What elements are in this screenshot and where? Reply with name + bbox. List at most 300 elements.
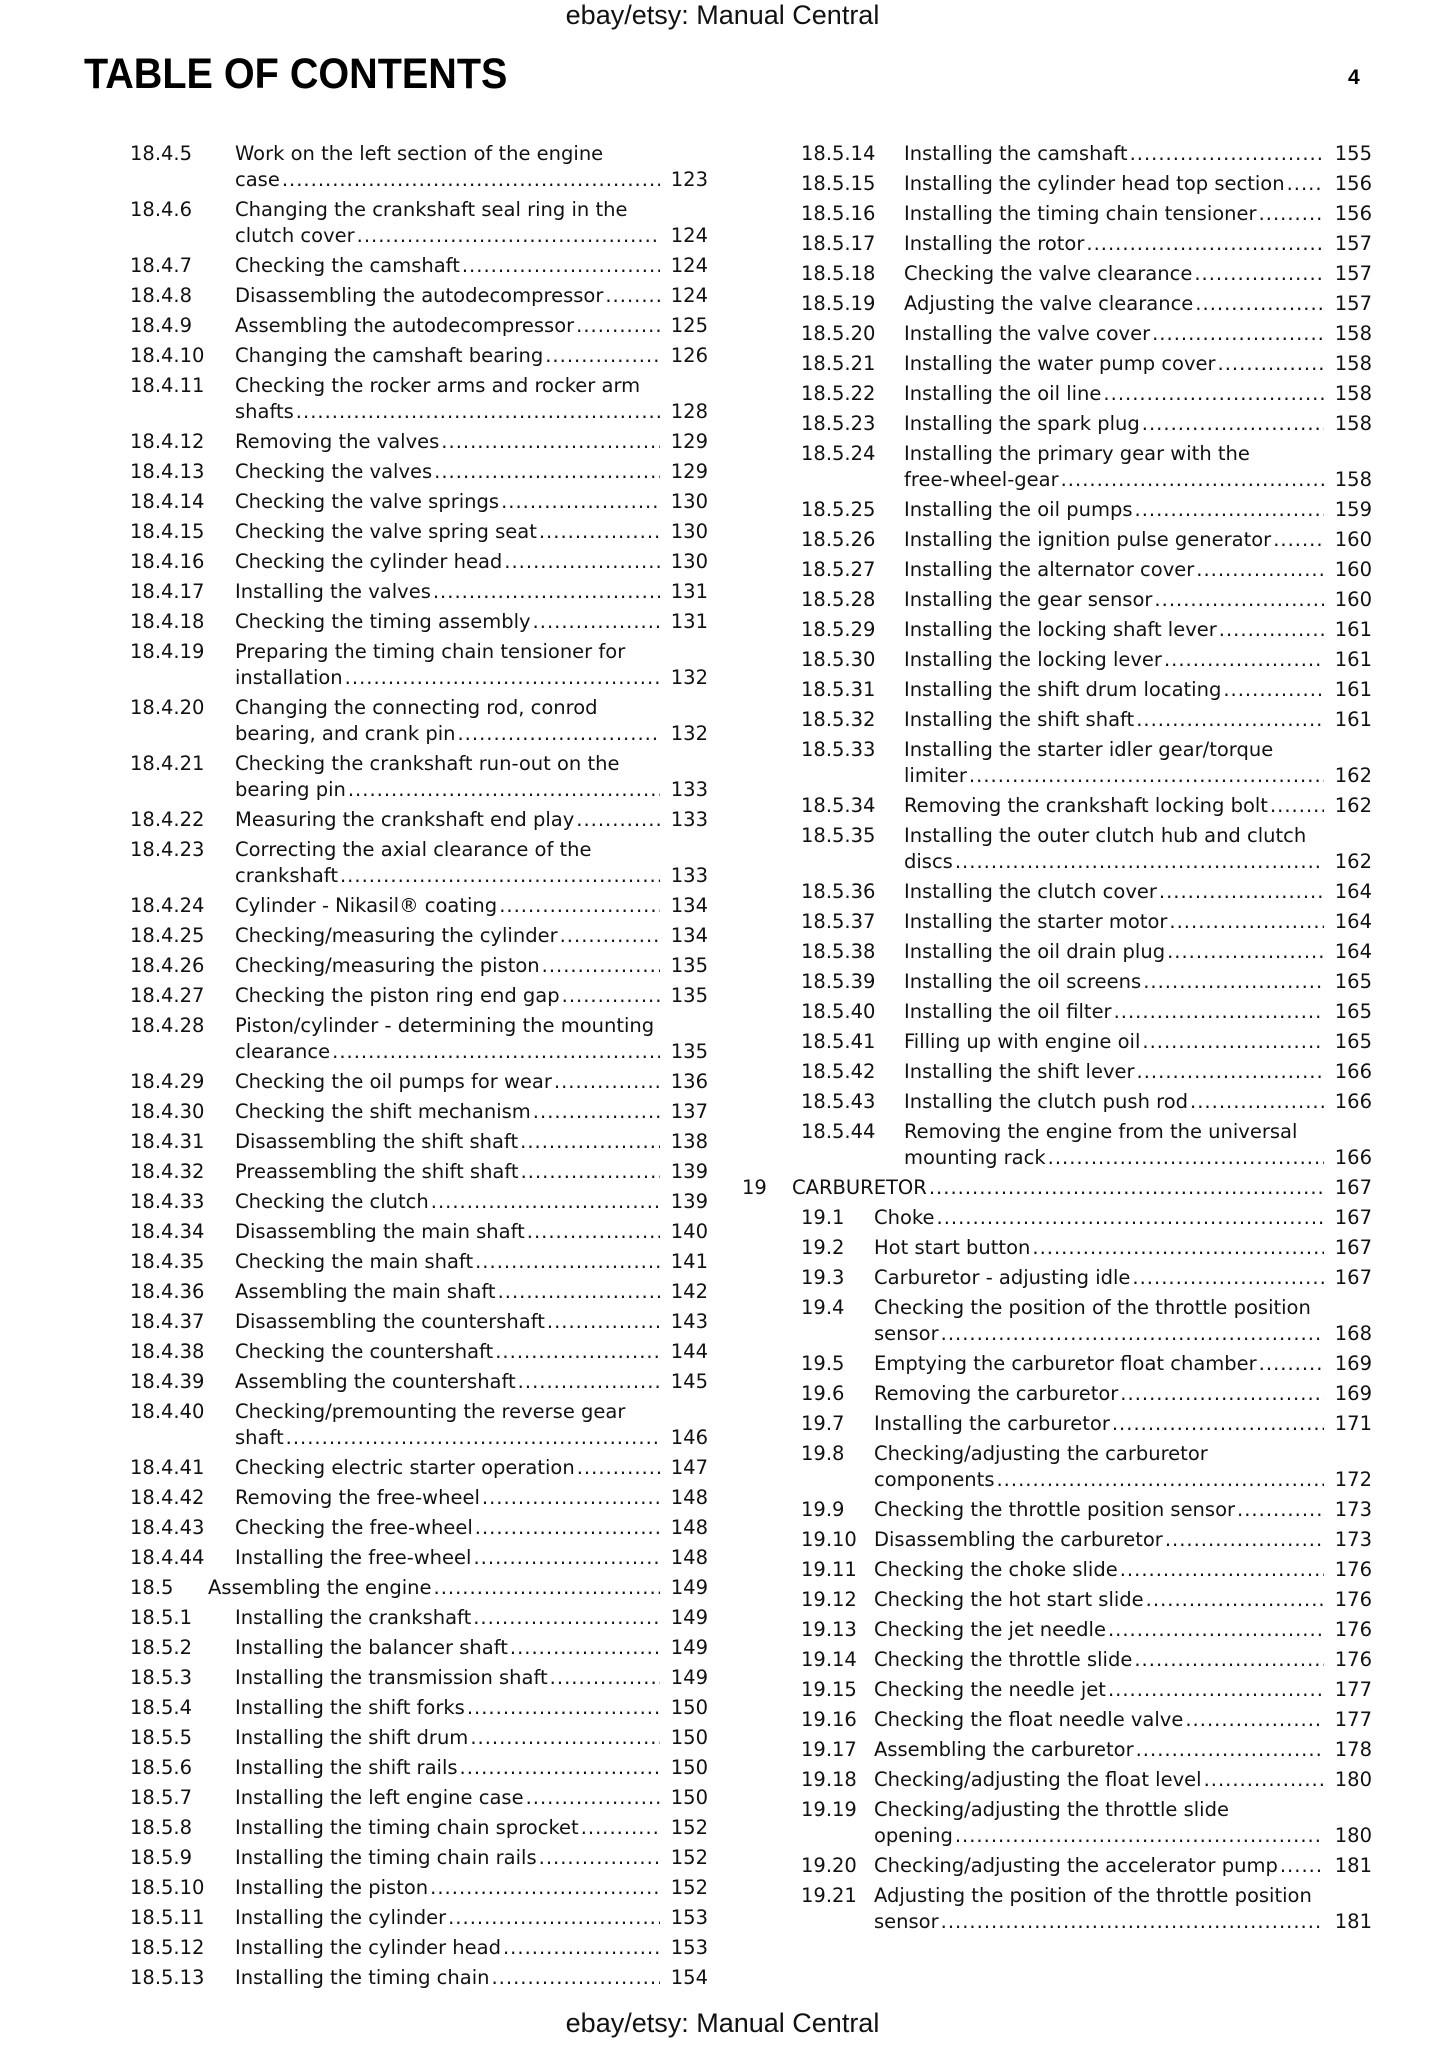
- toc-entry-title: [874, 1205, 1372, 1231]
- toc-entry-number: 18.5.37: [801, 910, 876, 933]
- toc-entry[interactable]: [742, 1557, 1372, 1587]
- toc-entry-title: [874, 1351, 1372, 1377]
- toc-entry-page: 157: [1334, 232, 1372, 255]
- toc-entry-number: 18.5.9: [130, 1846, 193, 1869]
- toc-entry-number: 19.9: [801, 1498, 845, 1521]
- toc-entry-number: 18.5.13: [130, 1966, 205, 1989]
- toc-entry-number: 18.5.19: [801, 292, 876, 315]
- toc-entry-title-line1: Preparing the timing chain tensioner for: [235, 640, 626, 663]
- toc-entry[interactable]: [742, 1381, 1372, 1411]
- toc-entry[interactable]: [742, 969, 1372, 999]
- toc-entry[interactable]: [130, 141, 708, 197]
- toc-entry[interactable]: [742, 261, 1372, 291]
- toc-entry[interactable]: [130, 1785, 708, 1815]
- toc-entry-page: 156: [1334, 202, 1372, 225]
- toc-entry[interactable]: [130, 1845, 708, 1875]
- toc-entry-label: sensor: [874, 1322, 939, 1345]
- toc-leader-dots: [533, 609, 660, 635]
- toc-entry[interactable]: [130, 1695, 708, 1725]
- toc-leader-dots: [491, 1965, 660, 1991]
- toc-leader-dots: [1196, 557, 1324, 583]
- toc-entry[interactable]: [130, 1545, 708, 1575]
- toc-entry[interactable]: [742, 201, 1372, 231]
- toc-entry-page: 172: [1334, 1468, 1372, 1491]
- toc-entry-page: 161: [1334, 678, 1372, 701]
- toc-entry[interactable]: [130, 1339, 708, 1369]
- toc-entry-number: 18.4.35: [130, 1250, 205, 1273]
- toc-entry-number: 18.4.40: [130, 1400, 205, 1423]
- toc-entry-page: 160: [1334, 528, 1372, 551]
- toc-entry-title: [235, 893, 708, 919]
- toc-entry-page: 165: [1334, 970, 1372, 993]
- toc-entry-label: Checking the free-wheel: [235, 1516, 473, 1539]
- toc-entry-label: Checking the valves: [235, 460, 433, 483]
- toc-entry[interactable]: [130, 579, 708, 609]
- toc-leader-dots: [576, 807, 660, 833]
- toc-entry-label: components: [874, 1468, 995, 1491]
- toc-entry[interactable]: [742, 1797, 1372, 1853]
- toc-entry-number: 18.5.17: [801, 232, 876, 255]
- toc-entry[interactable]: [130, 1965, 708, 1995]
- toc-leader-dots: [547, 1309, 660, 1335]
- toc-entry[interactable]: [742, 1441, 1372, 1497]
- toc-entry-number: 18.4.42: [130, 1486, 205, 1509]
- toc-entry-title: [235, 1339, 708, 1365]
- toc-entry[interactable]: [742, 1527, 1372, 1557]
- toc-entry[interactable]: [742, 441, 1372, 497]
- toc-entry[interactable]: [130, 1369, 708, 1399]
- toc-entry-number: 18.5.14: [801, 142, 876, 165]
- toc-entry-number: 18.4.13: [130, 460, 205, 483]
- toc-entry-title-line2: [235, 777, 708, 803]
- toc-leader-dots: [605, 283, 660, 309]
- toc-entry[interactable]: [130, 1875, 708, 1905]
- toc-entry-title: [874, 1235, 1372, 1261]
- toc-entry[interactable]: [742, 939, 1372, 969]
- toc-leader-dots: [286, 1425, 660, 1451]
- toc-entry-label: Checking the valve spring seat: [235, 520, 537, 543]
- toc-leader-dots: [1204, 1767, 1324, 1793]
- toc-entry-label: Checking the float needle valve: [874, 1708, 1184, 1731]
- toc-leader-dots: [539, 1845, 660, 1871]
- toc-entry-label: Adjusting the valve clearance: [904, 292, 1194, 315]
- toc-entry[interactable]: [742, 411, 1372, 441]
- toc-entry-page: 164: [1334, 880, 1372, 903]
- toc-entry[interactable]: [130, 1905, 708, 1935]
- toc-leader-dots: [504, 549, 660, 575]
- toc-entry[interactable]: [742, 291, 1372, 321]
- toc-entry-title: [235, 1725, 708, 1751]
- toc-entry-page: 135: [670, 1040, 708, 1063]
- toc-leader-dots: [1287, 171, 1324, 197]
- toc-entry-title: [904, 793, 1372, 819]
- toc-entry-page: 166: [1334, 1060, 1372, 1083]
- toc-entry-page: 177: [1334, 1708, 1372, 1731]
- toc-entry-label: Installing the piston: [235, 1876, 429, 1899]
- toc-entry[interactable]: [130, 283, 708, 313]
- toc-entry-page: 177: [1334, 1678, 1372, 1701]
- toc-entry-title-line1: Checking/adjusting the throttle slide: [874, 1798, 1229, 1821]
- toc-entry-label: Checking/adjusting the float level: [874, 1768, 1202, 1791]
- toc-entry-page: 176: [1334, 1558, 1372, 1581]
- toc-entry-title-line1: Changing the connecting rod, conrod: [235, 696, 598, 719]
- toc-entry[interactable]: [130, 253, 708, 283]
- toc-entry-label: Checking/measuring the cylinder: [235, 924, 558, 947]
- toc-entry-label: Checking the valve clearance: [904, 262, 1193, 285]
- toc-leader-dots: [1103, 381, 1324, 407]
- toc-entry[interactable]: [742, 1853, 1372, 1883]
- toc-entry[interactable]: [130, 639, 708, 695]
- toc-entry-page: 173: [1334, 1528, 1372, 1551]
- toc-entry[interactable]: [742, 1029, 1372, 1059]
- toc-leader-dots: [576, 313, 660, 339]
- toc-entry[interactable]: [742, 1411, 1372, 1441]
- toc-left-column: [130, 141, 708, 1995]
- toc-entry-title: [874, 1497, 1372, 1523]
- toc-entry-number: 18.4.10: [130, 344, 205, 367]
- toc-entry[interactable]: [742, 1497, 1372, 1527]
- toc-entry[interactable]: [742, 1235, 1372, 1265]
- toc-leader-dots: [482, 1485, 660, 1511]
- toc-entry-page: 162: [1334, 764, 1372, 787]
- toc-entry-page: 173: [1334, 1498, 1372, 1521]
- toc-leader-dots: [441, 429, 660, 455]
- toc-entry-label: Carburetor - adjusting idle: [874, 1266, 1131, 1289]
- toc-entry[interactable]: [742, 1119, 1372, 1175]
- toc-entry[interactable]: [130, 1815, 708, 1845]
- toc-entry-title-line2: [874, 1823, 1372, 1849]
- toc-entry[interactable]: [742, 1647, 1372, 1677]
- toc-entry-page: 150: [670, 1696, 708, 1719]
- toc-entry-number: 18.4.30: [130, 1100, 205, 1123]
- toc-entry-label: opening: [874, 1824, 953, 1847]
- toc-entry-number: 18.5.31: [801, 678, 876, 701]
- toc-entry[interactable]: [742, 557, 1372, 587]
- toc-entry-number: 18.4.19: [130, 640, 205, 663]
- toc-entry-title: [904, 171, 1372, 197]
- toc-entry-page: 149: [670, 1636, 708, 1659]
- toc-entry-page: 166: [1334, 1146, 1372, 1169]
- toc-entry[interactable]: [742, 1737, 1372, 1767]
- toc-entry[interactable]: [742, 793, 1372, 823]
- toc-entry-page: 130: [670, 550, 708, 573]
- toc-entry-label: Checking the oil pumps for wear: [235, 1070, 552, 1093]
- toc-leader-dots: [434, 459, 660, 485]
- toc-entry-label: Disassembling the carburetor: [874, 1528, 1163, 1551]
- toc-entry[interactable]: [742, 999, 1372, 1029]
- toc-entry-page: 169: [1334, 1382, 1372, 1405]
- toc-entry[interactable]: [742, 1587, 1372, 1617]
- toc-entry[interactable]: [742, 1707, 1372, 1737]
- toc-entry[interactable]: [130, 1279, 708, 1309]
- toc-entry-label: Installing the shift rails: [235, 1756, 458, 1779]
- toc-entry[interactable]: [742, 823, 1372, 879]
- toc-leader-dots: [1195, 291, 1324, 317]
- toc-leader-dots: [510, 1635, 660, 1661]
- toc-entry-title: [235, 1695, 708, 1721]
- toc-entry[interactable]: [742, 587, 1372, 617]
- toc-entry-page: 158: [1334, 412, 1372, 435]
- toc-entry[interactable]: [130, 1575, 708, 1605]
- toc-entry-title: [235, 313, 708, 339]
- toc-entry-title: [904, 999, 1372, 1025]
- toc-leader-dots: [431, 1189, 660, 1215]
- toc-entry-page: 162: [1334, 794, 1372, 817]
- toc-entry[interactable]: [130, 459, 708, 489]
- toc-entry[interactable]: [130, 1485, 708, 1515]
- toc-entry-number: 18.4.33: [130, 1190, 205, 1213]
- toc-entry-title: [235, 923, 708, 949]
- toc-entry[interactable]: [742, 1089, 1372, 1119]
- toc-entry[interactable]: [130, 549, 708, 579]
- toc-entry-label: Installing the gear sensor: [904, 588, 1153, 611]
- toc-entry-label: Checking the main shaft: [235, 1250, 474, 1273]
- toc-entry-page: 126: [670, 344, 708, 367]
- toc-entry-label: Installing the left engine case: [235, 1786, 524, 1809]
- toc-entry-page: 129: [670, 460, 708, 483]
- toc-entry[interactable]: [742, 527, 1372, 557]
- toc-entry-number: 18.4.18: [130, 610, 205, 633]
- toc-entry-label: Installing the timing chain rails: [235, 1846, 537, 1869]
- toc-entry-label: Installing the shift drum locating: [904, 678, 1222, 701]
- toc-entry-page: 152: [670, 1876, 708, 1899]
- toc-leader-dots: [1048, 1145, 1324, 1171]
- toc-entry[interactable]: [742, 171, 1372, 201]
- toc-entry[interactable]: [742, 1617, 1372, 1647]
- toc-entry-page: 158: [1334, 382, 1372, 405]
- toc-entry-number: 18.5.1: [130, 1606, 193, 1629]
- toc-entry[interactable]: [742, 1351, 1372, 1381]
- toc-entry-label: clutch cover: [235, 224, 355, 247]
- toc-leader-dots: [462, 253, 660, 279]
- toc-leader-dots: [554, 1069, 660, 1095]
- toc-entry[interactable]: [130, 373, 708, 429]
- toc-entry-title: [904, 707, 1372, 733]
- toc-entry[interactable]: [130, 1219, 708, 1249]
- toc-entry[interactable]: [130, 1399, 708, 1455]
- toc-entry[interactable]: [742, 909, 1372, 939]
- toc-entry-title: [235, 429, 708, 455]
- toc-entry-number: 18.5.7: [130, 1786, 193, 1809]
- toc-entry-number: 18.5.5: [130, 1726, 193, 1749]
- toc-entry-page: 167: [1334, 1176, 1372, 1199]
- toc-entry-number: 18.5.42: [801, 1060, 876, 1083]
- toc-entry-page: 155: [1334, 142, 1372, 165]
- toc-entry-label: Removing the crankshaft locking bolt: [904, 794, 1268, 817]
- toc-leader-dots: [1219, 617, 1324, 643]
- toc-entry-title-line1: Work on the left section of the engine: [235, 142, 604, 165]
- toc-entry[interactable]: [742, 1677, 1372, 1707]
- toc-leader-dots: [1280, 1853, 1324, 1879]
- toc-entry[interactable]: [130, 807, 708, 837]
- toc-entry-page: 144: [670, 1340, 708, 1363]
- toc-entry-label: mounting rack: [904, 1146, 1046, 1169]
- toc-entry-page: 181: [1334, 1854, 1372, 1877]
- toc-entry[interactable]: [130, 343, 708, 373]
- toc-entry-title-line2: [235, 863, 708, 889]
- toc-entry-title: [904, 411, 1372, 437]
- toc-entry[interactable]: [130, 519, 708, 549]
- toc-entry-number: 18.4.44: [130, 1546, 205, 1569]
- toc-entry[interactable]: [130, 953, 708, 983]
- toc-entry-page: 153: [670, 1906, 708, 1929]
- toc-entry-page: 152: [670, 1846, 708, 1869]
- toc-leader-dots: [1061, 467, 1324, 493]
- toc-entry-page: 181: [1334, 1910, 1372, 1933]
- toc-entry-title: [904, 527, 1372, 553]
- toc-entry[interactable]: [130, 489, 708, 519]
- toc-entry[interactable]: [742, 1175, 1372, 1205]
- toc-entry[interactable]: [742, 737, 1372, 793]
- toc-entry-page: 161: [1334, 708, 1372, 731]
- toc-entry-label: Changing the camshaft bearing: [235, 344, 544, 367]
- toc-entry-page: 149: [670, 1666, 708, 1689]
- toc-entry[interactable]: [742, 1059, 1372, 1089]
- toc-entry[interactable]: [742, 1295, 1372, 1351]
- toc-entry-title: [904, 381, 1372, 407]
- toc-entry-number: 18.5.33: [801, 738, 876, 761]
- toc-entry-label: Installing the starter motor: [904, 910, 1168, 933]
- toc-entry-title: [904, 617, 1372, 643]
- toc-entry[interactable]: [130, 609, 708, 639]
- toc-entry-title-line1: Removing the engine from the universal: [904, 1120, 1298, 1143]
- toc-entry-page: 153: [670, 1936, 708, 1959]
- toc-entry[interactable]: [742, 647, 1372, 677]
- toc-entry-label: Checking the throttle position sensor: [874, 1498, 1236, 1521]
- toc-entry-title: [235, 1605, 708, 1631]
- toc-entry[interactable]: [742, 351, 1372, 381]
- toc-leader-dots: [533, 1099, 660, 1125]
- toc-entry[interactable]: [130, 313, 708, 343]
- toc-leader-dots: [434, 1575, 660, 1601]
- toc-entry[interactable]: [742, 497, 1372, 527]
- toc-entry-label: Installing the crankshaft: [235, 1606, 472, 1629]
- toc-entry[interactable]: [742, 1205, 1372, 1235]
- toc-entry-title: [235, 1785, 708, 1811]
- toc-entry[interactable]: [130, 1605, 708, 1635]
- toc-leader-dots: [1270, 793, 1324, 819]
- toc-entry[interactable]: [130, 983, 708, 1013]
- toc-entry-page: 150: [670, 1726, 708, 1749]
- toc-entry[interactable]: [130, 1129, 708, 1159]
- toc-entry-page: 168: [1334, 1322, 1372, 1345]
- toc-entry[interactable]: [742, 677, 1372, 707]
- toc-entry[interactable]: [742, 879, 1372, 909]
- toc-entry-label: bearing pin: [235, 778, 346, 801]
- toc-entry-label: Installing the timing chain: [235, 1966, 490, 1989]
- toc-entry-label: Installing the cylinder head: [235, 1936, 501, 1959]
- toc-entry[interactable]: [130, 1455, 708, 1485]
- toc-entry[interactable]: [130, 1159, 708, 1189]
- toc-entry[interactable]: [130, 837, 708, 893]
- toc-entry-title: [235, 983, 708, 1009]
- toc-leader-dots: [332, 1039, 660, 1065]
- toc-entry[interactable]: [130, 751, 708, 807]
- toc-entry-number: 19.1: [801, 1206, 845, 1229]
- toc-entry-label: Checking the clutch: [235, 1190, 429, 1213]
- toc-entry-page: 161: [1334, 618, 1372, 641]
- toc-entry-number: 19.17: [801, 1738, 857, 1761]
- toc-entry[interactable]: [742, 141, 1372, 171]
- toc-entry[interactable]: [130, 1249, 708, 1279]
- toc-leader-dots: [539, 519, 660, 545]
- toc-entry-label: Installing the clutch cover: [904, 880, 1157, 903]
- toc-entry-number: 18.4.17: [130, 580, 205, 603]
- toc-entry[interactable]: [130, 1069, 708, 1099]
- toc-entry[interactable]: [130, 429, 708, 459]
- toc-leader-dots: [1223, 677, 1324, 703]
- toc-entry[interactable]: [130, 1755, 708, 1785]
- toc-entry[interactable]: [130, 1935, 708, 1965]
- toc-entry[interactable]: [130, 893, 708, 923]
- toc-entry-number: 18.4.34: [130, 1220, 205, 1243]
- toc-entry-label: free-wheel-gear: [904, 468, 1059, 491]
- toc-entry[interactable]: [130, 1309, 708, 1339]
- toc-entry[interactable]: [130, 1635, 708, 1665]
- toc-leader-dots: [1137, 1059, 1324, 1085]
- toc-entry[interactable]: [742, 231, 1372, 261]
- toc-entry[interactable]: [130, 1099, 708, 1129]
- toc-entry-title: [874, 1527, 1372, 1553]
- toc-leader-dots: [1185, 1707, 1324, 1733]
- toc-entry-number: 18.5.22: [801, 382, 876, 405]
- toc-entry-number: 18.4.15: [130, 520, 205, 543]
- toc-entry[interactable]: [742, 1883, 1372, 1939]
- toc-entry-title: [235, 459, 708, 485]
- toc-leader-dots: [1143, 969, 1324, 995]
- toc-entry-title: [904, 231, 1372, 257]
- toc-entry[interactable]: [130, 923, 708, 953]
- toc-entry-page: 148: [670, 1486, 708, 1509]
- toc-entry-label: shafts: [235, 400, 294, 423]
- toc-entry-number: 19.12: [801, 1588, 857, 1611]
- toc-entry-number: 19.6: [801, 1382, 845, 1405]
- toc-entry-title: [235, 1369, 708, 1395]
- toc-entry-title: [904, 939, 1372, 965]
- toc-leader-dots: [1032, 1235, 1324, 1261]
- toc-entry-label: Disassembling the main shaft: [235, 1220, 525, 1243]
- toc-entry-title: [874, 1767, 1372, 1793]
- toc-entry[interactable]: [742, 1767, 1372, 1797]
- toc-entry[interactable]: [130, 197, 708, 253]
- toc-entry[interactable]: [130, 1515, 708, 1545]
- toc-entry-number: 18.5.41: [801, 1030, 876, 1053]
- toc-entry-label: Checking the choke slide: [874, 1558, 1118, 1581]
- toc-entry[interactable]: [130, 695, 708, 751]
- toc-entry[interactable]: [130, 1013, 708, 1069]
- toc-entry[interactable]: [742, 707, 1372, 737]
- toc-entry-number: 18.4.14: [130, 490, 205, 513]
- toc-entry[interactable]: [742, 321, 1372, 351]
- toc-leader-dots: [520, 1129, 660, 1155]
- toc-entry-title: [874, 1737, 1372, 1763]
- toc-entry[interactable]: [130, 1725, 708, 1755]
- toc-entry[interactable]: [130, 1189, 708, 1219]
- toc-entry-number: 19.3: [801, 1266, 845, 1289]
- toc-leader-dots: [430, 1875, 660, 1901]
- toc-entry-number: 18.4.11: [130, 374, 205, 397]
- toc-entry[interactable]: [742, 617, 1372, 647]
- toc-entry[interactable]: [130, 1665, 708, 1695]
- toc-entry-number: 18.5.18: [801, 262, 876, 285]
- toc-entry-number: 18.4.38: [130, 1340, 205, 1363]
- toc-entry-page: 157: [1334, 262, 1372, 285]
- toc-entry[interactable]: [742, 381, 1372, 411]
- toc-leader-dots: [495, 1339, 660, 1365]
- toc-entry[interactable]: [742, 1265, 1372, 1295]
- toc-entry-number: 18.4.24: [130, 894, 205, 917]
- toc-entry-label: Installing the timing chain tensioner: [904, 202, 1257, 225]
